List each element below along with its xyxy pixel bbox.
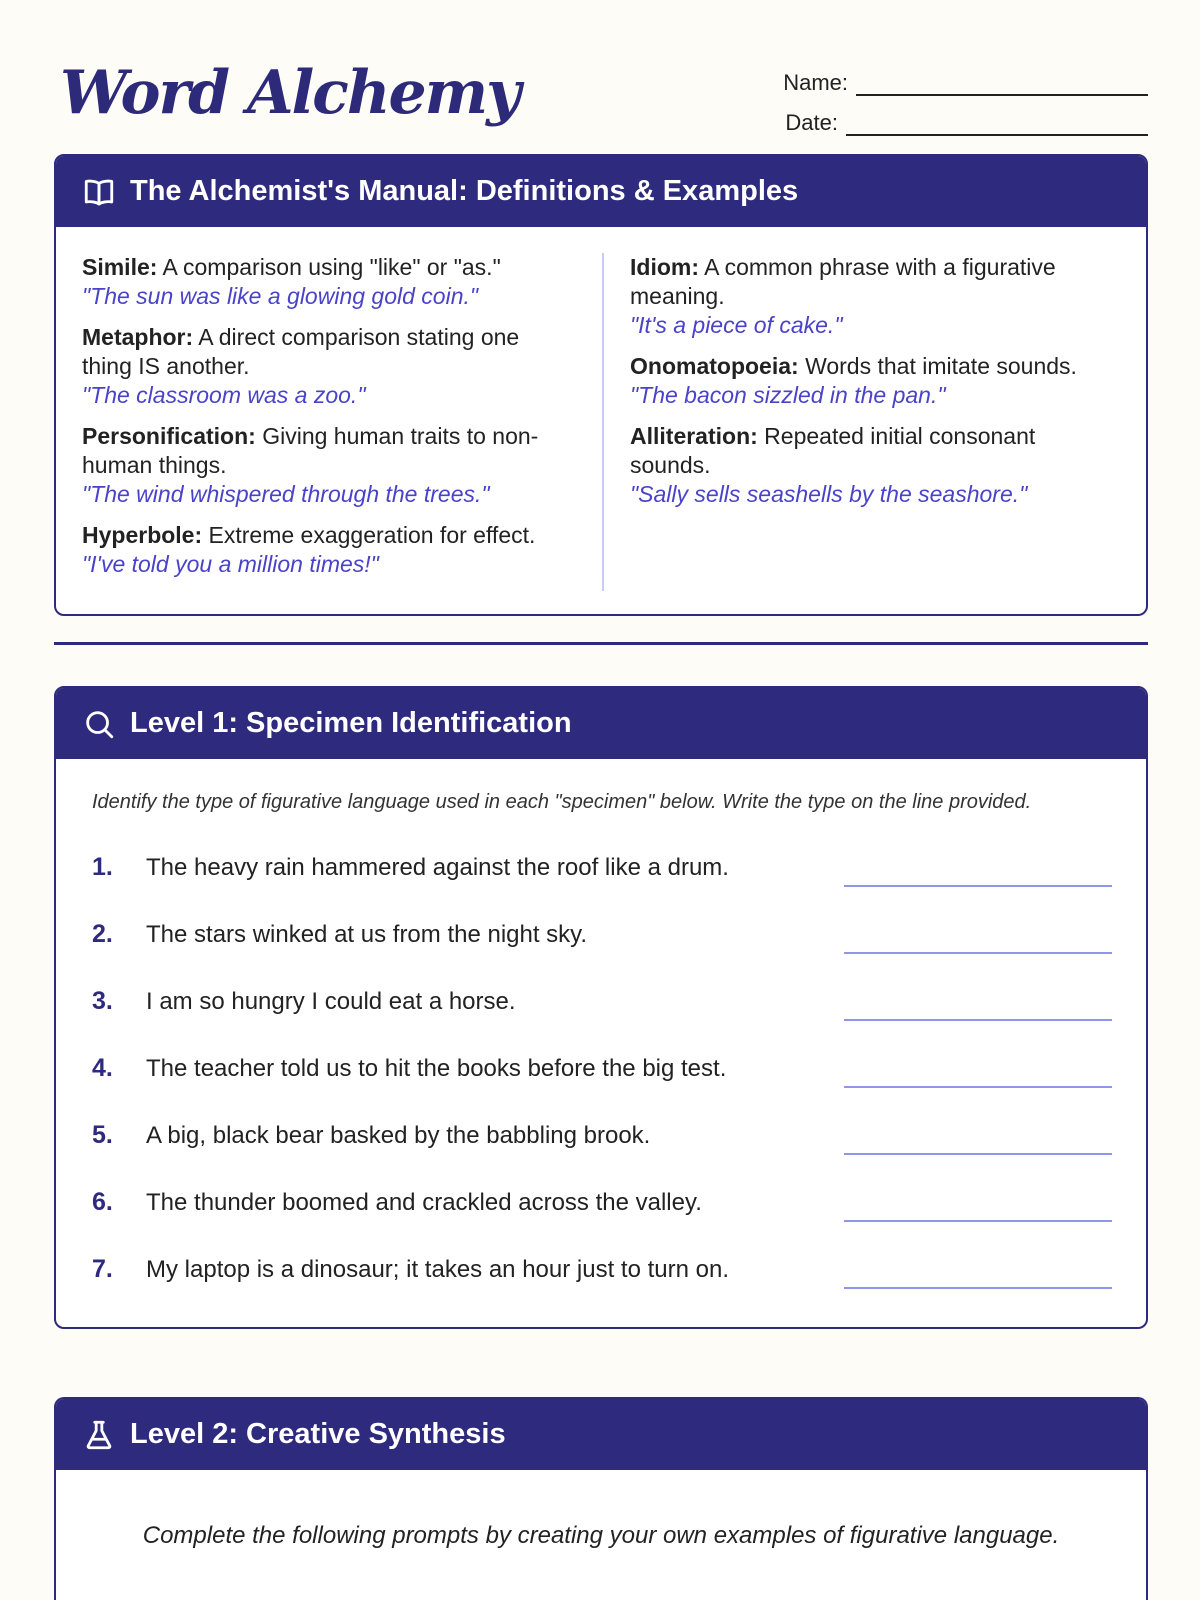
list-item	[92, 1035, 1112, 1102]
definition-hyperbole	[82, 521, 572, 579]
item-number: 5.	[92, 1121, 113, 1149]
term: Idiom:	[630, 254, 699, 280]
level2-heading: Level 2: Creative Synthesis	[130, 1418, 506, 1450]
item-text: The teacher told us to hit the books before the big test.	[146, 1054, 727, 1082]
answer-line[interactable]	[844, 885, 1112, 887]
definitions-right-column	[602, 253, 1120, 591]
definitions	[56, 227, 1146, 591]
definition-text: Repeated initial consonant sounds.	[630, 423, 1036, 478]
term: Onomatopoeia:	[630, 353, 799, 379]
search-icon	[82, 707, 116, 741]
answer-line[interactable]	[844, 1220, 1112, 1222]
definition-text: Extreme exaggeration for effect.	[208, 522, 536, 548]
list-item	[92, 968, 1112, 1035]
book-icon	[82, 175, 116, 209]
list-item	[92, 1102, 1112, 1169]
definition-text: Giving human traits to non-human things.	[82, 423, 539, 478]
manual-section	[54, 154, 1148, 616]
item-text: A big, black bear basked by the babbling brook.	[146, 1121, 651, 1149]
item-text: The stars winked at us from the night sky.	[146, 920, 588, 948]
example-text: "The classroom was a zoo."	[82, 382, 366, 408]
level1-heading: Level 1: Specimen Identification	[130, 707, 572, 739]
term: Metaphor:	[82, 324, 194, 350]
level1-section	[54, 686, 1148, 1329]
example-text: "Sally sells seashells by the seashore."	[630, 481, 1028, 507]
name-label: Name:	[783, 70, 848, 95]
section-divider	[54, 642, 1148, 645]
answer-line[interactable]	[844, 952, 1112, 954]
item-number: 3.	[92, 987, 113, 1015]
list-item	[92, 901, 1112, 968]
definition-text: A common phrase with a figurative meaning.	[630, 254, 1056, 309]
definition-alliteration	[630, 422, 1120, 509]
name-row	[768, 56, 1148, 96]
specimen-list	[56, 834, 1146, 1303]
example-text: "The wind whispered through the trees."	[82, 481, 490, 507]
page-title: Word Alchemy	[60, 58, 519, 128]
name-field[interactable]	[856, 72, 1148, 96]
definition-metaphor	[82, 323, 572, 410]
example-text: "I've told you a million times!"	[82, 551, 379, 577]
example-text: "The bacon sizzled in the pan."	[630, 382, 946, 408]
manual-heading: The Alchemist's Manual: Definitions & Examples	[130, 175, 799, 207]
item-number: 7.	[92, 1255, 113, 1283]
definition-text: A direct comparison stating one thing IS another.	[82, 324, 520, 379]
list-item	[92, 1169, 1112, 1236]
student-info	[768, 56, 1148, 136]
list-item	[92, 834, 1112, 901]
level2-section	[54, 1397, 1148, 1600]
date-row	[768, 96, 1148, 136]
answer-line[interactable]	[844, 1153, 1112, 1155]
level2-instructions: Complete the following prompts by creating your own examples of figurative language.	[142, 1522, 1060, 1549]
definition-text: Words that imitate sounds.	[805, 353, 1077, 379]
item-number: 1.	[92, 853, 113, 881]
definition-personification	[82, 422, 572, 509]
item-text: The heavy rain hammered against the roof like a drum.	[146, 853, 729, 881]
answer-line[interactable]	[844, 1086, 1112, 1088]
date-field[interactable]	[846, 112, 1148, 136]
list-item	[92, 1236, 1112, 1303]
definition-idiom	[630, 253, 1120, 340]
example-text: "It's a piece of cake."	[630, 312, 843, 338]
level2-header	[56, 1399, 1146, 1470]
item-text: I am so hungry I could eat a horse.	[146, 987, 516, 1015]
definition-simile	[82, 253, 572, 311]
definition-text: A comparison using "like" or "as."	[162, 254, 501, 280]
item-number: 6.	[92, 1188, 113, 1216]
level1-header	[56, 688, 1146, 759]
example-text: "The sun was like a glowing gold coin."	[82, 283, 479, 309]
definition-onomatopoeia	[630, 352, 1120, 410]
item-text: The thunder boomed and crackled across the valley.	[146, 1188, 702, 1216]
flask-icon	[82, 1418, 116, 1452]
term: Simile:	[82, 254, 158, 280]
answer-line[interactable]	[844, 1287, 1112, 1289]
term: Personification:	[82, 423, 256, 449]
item-number: 2.	[92, 920, 113, 948]
term: Alliteration:	[630, 423, 758, 449]
manual-header	[56, 156, 1146, 227]
level1-instructions: Identify the type of figurative language used in each "specimen" below. Write the type on the line provided.	[92, 791, 1032, 813]
answer-line[interactable]	[844, 1019, 1112, 1021]
date-label: Date:	[785, 110, 838, 135]
term: Hyperbole:	[82, 522, 203, 548]
definitions-left-column	[82, 253, 602, 591]
item-text: My laptop is a dinosaur; it takes an hour just to turn on.	[146, 1255, 729, 1283]
item-number: 4.	[92, 1054, 113, 1082]
